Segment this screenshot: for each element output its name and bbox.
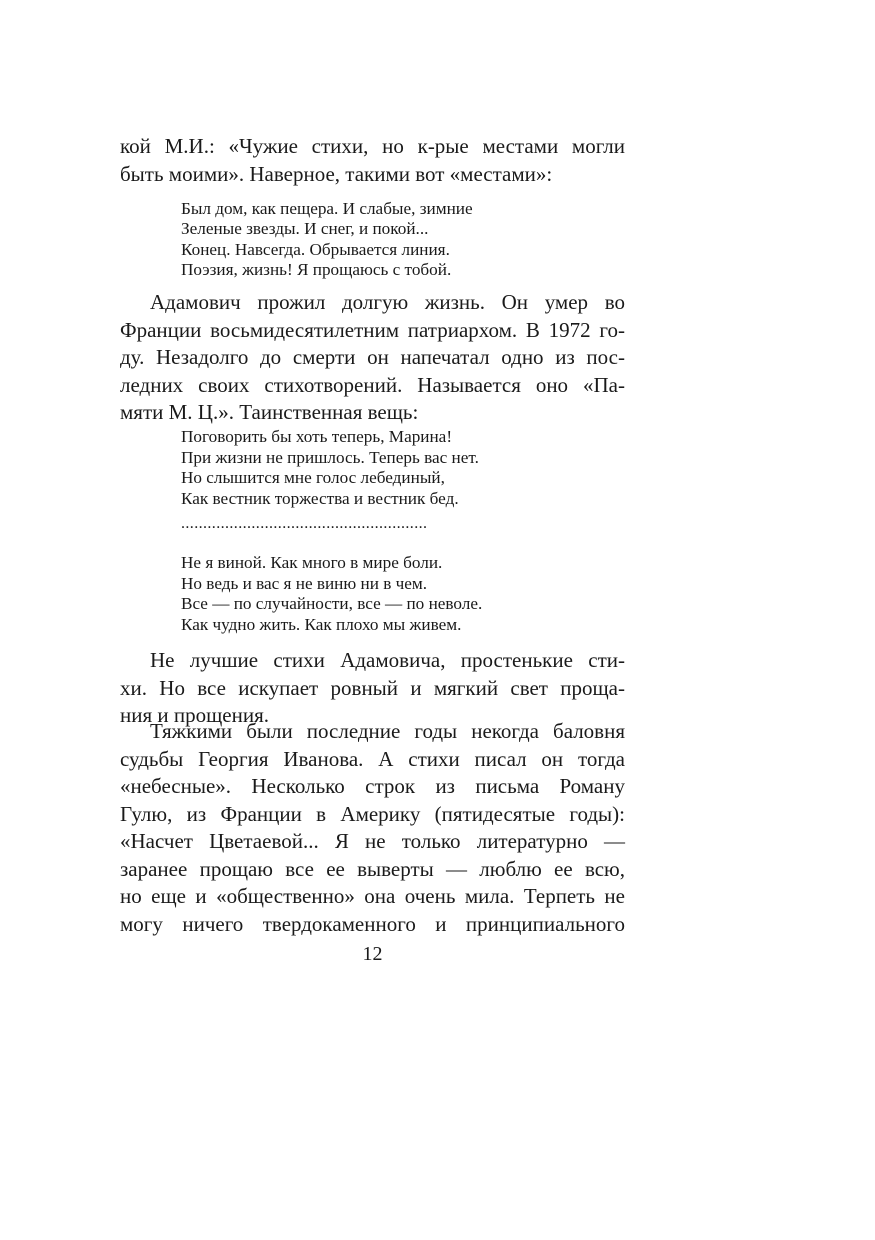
text-line: Франции восьмидесятилетним патриархом. В 1972 го-	[120, 317, 625, 342]
text-line: «Насчет Цветаевой... Я не только литературно —	[120, 829, 625, 853]
poem-line: При жизни не пришлось. Теперь вас нет.	[181, 447, 479, 467]
text-line: Не лучшие стихи Адамовича, простенькие сти-	[150, 648, 625, 672]
text-line: быть моими». Наверное, такими вот «местами»:	[120, 161, 553, 186]
text-line: Адамович прожил долгую жизнь. Он умер во	[150, 290, 625, 314]
text-line: но еще и «общественно» она очень мила. Терпеть не	[120, 884, 625, 908]
page-number: 12	[362, 943, 383, 965]
poem-line: Зеленые звезды. И снег, и покой...	[181, 219, 429, 239]
text-line: хи. Но все искупает ровный и мягкий свет проща-	[120, 675, 625, 700]
paragraph-adamovich	[120, 289, 625, 427]
text-line: ледних своих стихотворений. Называется оно «Па-	[120, 372, 625, 397]
text-line: кой М.И.: «Чужие стихи, но к-рые местами могли	[120, 134, 625, 158]
text-line: Тяжкими были последние годы некогда баловня	[150, 719, 625, 743]
poem-line: Как чудно жить. Как плохо мы живем.	[181, 614, 462, 634]
text-line: судьбы Георгия Иванова. А стихи писал он тогда	[120, 746, 625, 771]
text-line: могу ничего твердокаменного и принципиального	[120, 911, 625, 936]
poem-line: Но ведь и вас я не виню ни в чем.	[181, 573, 428, 593]
poem-line: Все — по случайности, все — по неволе.	[181, 594, 483, 614]
text-line: Гулю, из Франции в Америку (пятидесятые годы):	[120, 801, 625, 826]
text-line: ду. Незадолго до смерти он напечатал одно из пос-	[120, 345, 625, 369]
poem-line: Конец. Навсегда. Обрывается линия.	[181, 239, 450, 259]
poem-pamyati-stanza-1	[181, 427, 601, 509]
text-line: «небесные». Несколько строк из письма Роману	[120, 774, 625, 798]
text-line: заранее прощаю все ее выверты — люблю ее всю,	[120, 856, 625, 881]
poem-line: Но слышится мне голос лебединый,	[181, 468, 445, 488]
poem-line: Поэзия, жизнь! Я прощаюсь с тобой.	[181, 259, 452, 279]
poem-line: Как вестник торжества и вестник бед.	[181, 488, 459, 508]
paragraph-intro-quote	[120, 133, 625, 188]
poem-line: Не я виной. Как много в мире боли.	[181, 553, 443, 572]
poem-line: Поговорить бы хоть теперь, Марина!	[181, 427, 453, 446]
poem-ivanov-quote	[181, 199, 601, 280]
text-line: ния и прощения.	[120, 703, 269, 727]
paragraph-ivanov-letter	[120, 718, 625, 938]
poem-line: Был дом, как пещера. И слабые, зимние	[181, 199, 473, 218]
text-line: мяти М. Ц.». Таинственная вещь:	[120, 400, 419, 424]
poem-pamyati-stanza-2	[181, 553, 601, 635]
omission-dotted-line: ........................................................	[181, 515, 428, 532]
